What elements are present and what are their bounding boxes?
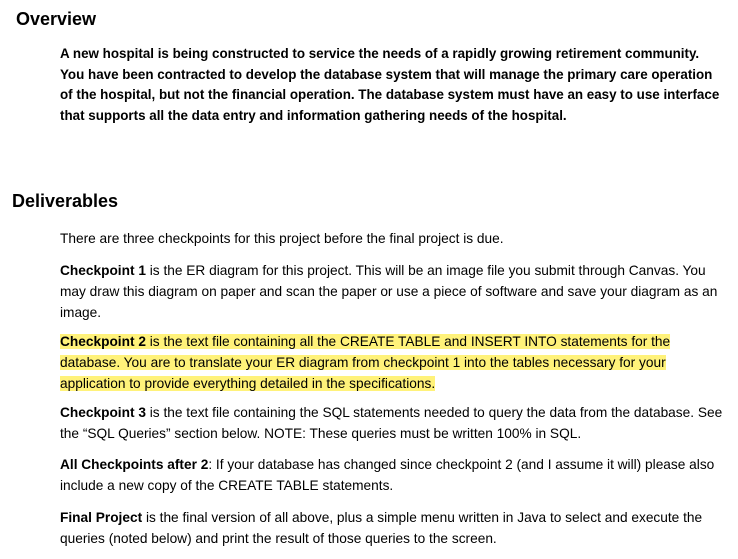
checkpoint-3-label: Checkpoint 3 bbox=[60, 405, 146, 420]
all-checkpoints-label: All Checkpoints after 2 bbox=[60, 457, 209, 472]
final-project-text: is the final version of all above, plus a simple menu written in Java to select and execute the queries (noted below) and print the result of those queries to the screen. bbox=[60, 510, 703, 546]
overview-heading: Overview bbox=[16, 9, 97, 29]
deliverables-heading: Deliverables bbox=[12, 191, 119, 211]
checkpoint-2-highlight bbox=[60, 334, 670, 391]
checkpoint-3-paragraph bbox=[60, 402, 732, 444]
all-checkpoints-paragraph bbox=[60, 454, 732, 496]
checkpoint-3-text: is the text file containing the SQL statements needed to query the data from the database. See the “SQL Queries” section below. NOTE: These queries must be written 100% in SQL. bbox=[60, 405, 723, 441]
all-checkpoints-text: : If your database has changed since checkpoint 2 (and I assume it will) please also include a new copy of the CREATE TABLE statements. bbox=[60, 457, 715, 493]
final-project-label: Final Project bbox=[60, 510, 143, 525]
checkpoint-1-paragraph bbox=[60, 260, 732, 323]
deliverables-intro: There are three checkpoints for this project before the final project is due. bbox=[60, 231, 504, 246]
checkpoint-2-text: is the text file containing all the CREATE TABLE and INSERT INTO statements for the database. You are to translate your ER diagram from checkpoint 1 into the tables necessary for your application to provide everything detailed in the specifications. bbox=[60, 334, 671, 391]
final-project-paragraph bbox=[60, 507, 732, 549]
checkpoint-2-label: Checkpoint 2 bbox=[60, 334, 146, 349]
overview-paragraph: A new hospital is being constructed to service the needs of a rapidly growing retirement community. You have been contracted to develop the database system that will manage the primary care operation of the hospital, but not the financial operation. The database system must have an easy to use interface that supports all the data entry and information gathering needs of the hospital. bbox=[60, 46, 720, 123]
checkpoint-1-text: is the ER diagram for this project. This will be an image file you submit through Canvas. You may draw this diagram on paper and scan the paper or use a piece of software and save your diagram as an image. bbox=[60, 263, 718, 320]
checkpoint-2-paragraph bbox=[60, 331, 732, 394]
checkpoint-1-label: Checkpoint 1 bbox=[60, 263, 146, 278]
